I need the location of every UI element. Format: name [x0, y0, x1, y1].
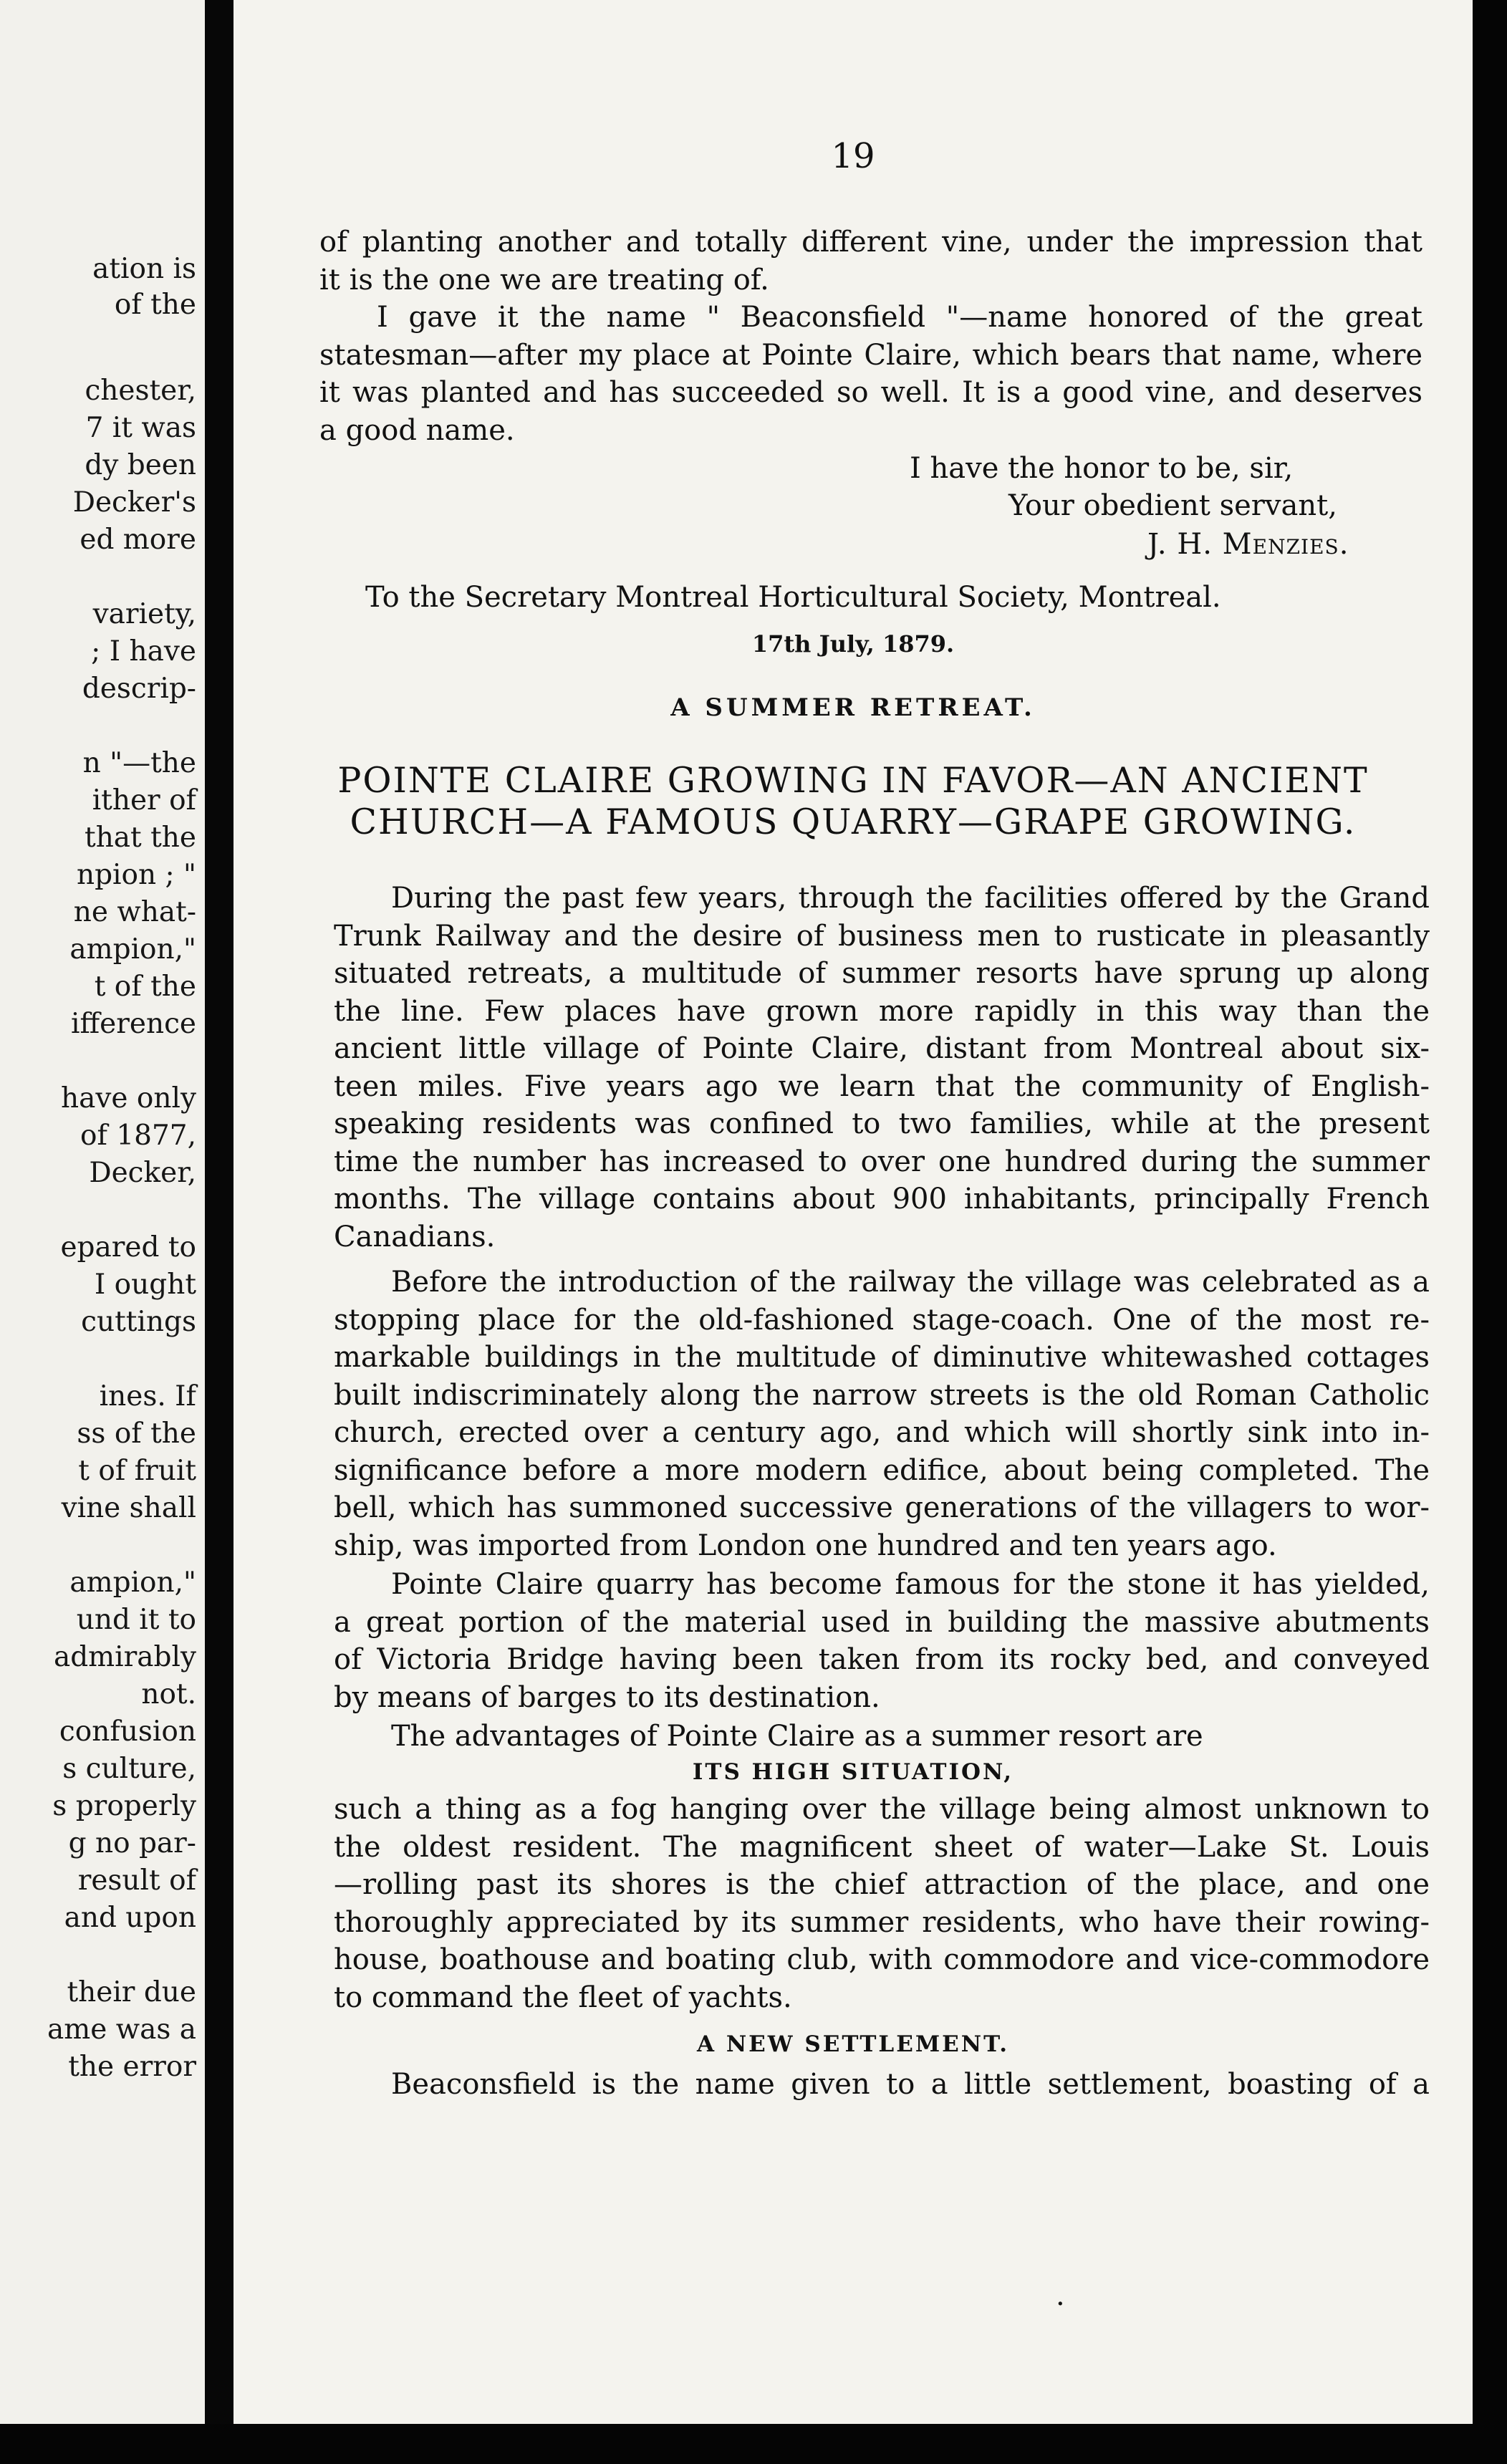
left-page-line: ampion,": [69, 1567, 196, 1599]
left-page-line: und it to: [76, 1604, 196, 1636]
left-page-line: descrip-: [82, 673, 196, 705]
left-page-line: variety,: [92, 598, 196, 630]
article-line: stopping place for the old-fashioned stage-coach. One of the most re-: [334, 1303, 1430, 1337]
letter-closing-2: Your obedient servant,: [1008, 489, 1337, 522]
article-line: During the past few years, through the facilities offered by the Grand: [391, 882, 1430, 915]
letter-line: it was planted and has succeeded so well. It is a good vine, and deserves: [319, 376, 1422, 409]
article-line: bell, which has summoned successive generations of the villagers to wor-: [334, 1491, 1430, 1524]
article-line: Beaconsfield is the name given to a little settlement, boasting of a: [391, 2068, 1430, 2101]
article-line: time the number has increased to over one hundred during the summer: [334, 1145, 1430, 1178]
left-page-line: t of fruit: [78, 1455, 196, 1487]
left-page-line: have only: [61, 1082, 196, 1115]
article-paragraph-4: [334, 1718, 1430, 1756]
letter-date: 17th July, 1879.: [751, 630, 955, 658]
article-line: Before the introduction of the railway the village was celebrated as a: [391, 1266, 1430, 1299]
article-line: of Victoria Bridge having been taken from its rocky bed, and conveyed: [334, 1643, 1430, 1676]
article-line: such a thing as a fog hanging over the village being almost unknown to: [334, 1793, 1430, 1826]
left-page-line: t of the: [94, 971, 196, 1003]
left-page-line: I ought: [94, 1269, 196, 1301]
left-page-line: ifference: [70, 1008, 196, 1040]
left-page-line: n "—the: [82, 747, 196, 779]
left-page-line: cuttings: [81, 1306, 196, 1338]
bottom-scan-border: [0, 2424, 1507, 2464]
left-page-line: ines. If: [99, 1380, 196, 1413]
letter-line: a good name.: [319, 413, 515, 447]
article-headline-line-2: CHURCH—A FAMOUS QUARRY—GRAPE GROWING.: [350, 802, 1357, 842]
page-gutter: [205, 0, 233, 2464]
left-page-line: dy been: [85, 449, 196, 481]
article-line: The advantages of Pointe Claire as a summer resort are: [391, 1720, 1203, 1753]
left-page-line: ation is: [92, 253, 196, 285]
article-line: by means of barges to its destination.: [334, 1680, 880, 1714]
page-number: 19: [831, 136, 875, 176]
article-line: thoroughly appreciated by its summer residents, who have their rowing-: [334, 1905, 1430, 1939]
letter-line: statesman—after my place at Pointe Claire, which bears that name, where: [319, 338, 1422, 372]
left-page-line: ither of: [92, 784, 196, 817]
subheading-new-settlement: A NEW SETTLEMENT.: [696, 2031, 1010, 2057]
left-page-line: 7 it was: [85, 412, 196, 444]
letter-signature: J. H. Menzies.: [1147, 528, 1349, 561]
article-line: ancient little village of Pointe Claire, distant from Montreal about six-: [334, 1032, 1430, 1065]
left-page-line: ; I have: [91, 635, 196, 668]
letter-line: I gave it the name " Beaconsfield "—name honored of the great: [377, 301, 1422, 334]
left-page-line: that the: [85, 822, 196, 854]
article-line: to command the fleet of yachts.: [334, 1981, 792, 2014]
article-headline-line-1: POINTE CLAIRE GROWING IN FAVOR—AN ANCIENT: [337, 760, 1369, 801]
left-page-line: result of: [77, 1864, 196, 1897]
article-line: markable buildings in the multitude of diminutive whitewashed cottages: [334, 1341, 1430, 1374]
letter-line: of planting another and totally different vine, under the impression that: [319, 226, 1422, 259]
subheading-high-situation: ITS HIGH SITUATION,: [692, 1759, 1014, 1785]
left-page-line: Decker,: [89, 1157, 196, 1189]
article-paragraph-6: [334, 2066, 1430, 2104]
article-paragraph-5: [334, 1791, 1430, 2016]
left-page-line: epared to: [60, 1231, 196, 1264]
left-page-line: confusion: [59, 1715, 196, 1748]
left-page-line: s properly: [52, 1790, 196, 1822]
left-page-line: the error: [68, 2051, 196, 2083]
article-line: teen miles. Five years ago we learn that the community of English-: [334, 1069, 1430, 1103]
left-page-line: ampion,": [69, 933, 196, 966]
left-page-line: ne what-: [73, 896, 196, 928]
article-line: situated retreats, a multitude of summer resorts have sprung up along: [334, 957, 1430, 990]
left-page-line: not.: [141, 1678, 196, 1710]
article-paragraph-1: [334, 880, 1430, 1256]
left-page-line: ame was a: [47, 2013, 196, 2046]
letter-body: [319, 223, 1422, 449]
letter-line: it is the one we are treating of.: [319, 263, 769, 297]
left-page-line: admirably: [53, 1641, 196, 1673]
left-page-line: ed more: [80, 524, 196, 556]
letter-addressee: To the Secretary Montreal Horticultural Society, Montreal.: [365, 581, 1221, 614]
section-heading: A SUMMER RETREAT.: [670, 693, 1036, 722]
article-line: months. The village contains about 900 inhabitants, principally French: [334, 1183, 1430, 1216]
left-page-line: their due: [67, 1976, 196, 2008]
article-line: Trunk Railway and the desire of business men to rusticate in pleasantly: [334, 919, 1430, 953]
article-line: significance before a more modern edifice, about being completed. The: [334, 1453, 1430, 1487]
ink-speck: ·: [1056, 2288, 1065, 2321]
article-line: the oldest resident. The magnificent sheet of water—Lake St. Louis: [334, 1830, 1430, 1864]
left-page-line: ss of the: [77, 1418, 196, 1450]
left-page-line: g no par-: [68, 1827, 196, 1859]
article-paragraph-2: [334, 1264, 1430, 1564]
left-page-line: Decker's: [72, 486, 196, 519]
left-page-line: s culture,: [62, 1753, 196, 1785]
article-line: built indiscriminately along the narrow streets is the old Roman Catholic: [334, 1378, 1430, 1412]
left-page-line: npion ; ": [76, 859, 196, 891]
left-page-line: of 1877,: [80, 1120, 196, 1152]
left-page-line: of the: [114, 289, 196, 321]
article-line: speaking residents was confined to two families, while at the present: [334, 1107, 1430, 1140]
article-line: the line. Few places have grown more rapidly in this way than the: [334, 994, 1430, 1028]
main-page: [233, 0, 1473, 2464]
left-page-fragment-column: [0, 0, 205, 2464]
article-line: —rolling past its shores is the chief attraction of the place, and one: [334, 1868, 1430, 1901]
article-line: a great portion of the material used in building the massive abutments: [334, 1605, 1430, 1639]
article-line: house, boathouse and boating club, with commodore and vice-commodore: [334, 1943, 1430, 1976]
letter-closing-1: I have the honor to be, sir,: [910, 452, 1294, 485]
right-scan-border: [1473, 0, 1507, 2464]
article-paragraph-3: [334, 1566, 1430, 1716]
left-page-line: and upon: [64, 1902, 196, 1934]
left-page-line: vine shall: [61, 1492, 196, 1524]
article-line: church, erected over a century ago, and which will shortly sink into in-: [334, 1416, 1430, 1449]
article-line: Pointe Claire quarry has become famous for the stone it has yielded,: [391, 1568, 1430, 1601]
article-line: Canadians.: [334, 1220, 496, 1253]
article-line: ship, was imported from London one hundred and ten years ago.: [334, 1529, 1277, 1562]
left-page-line: chester,: [85, 375, 196, 407]
